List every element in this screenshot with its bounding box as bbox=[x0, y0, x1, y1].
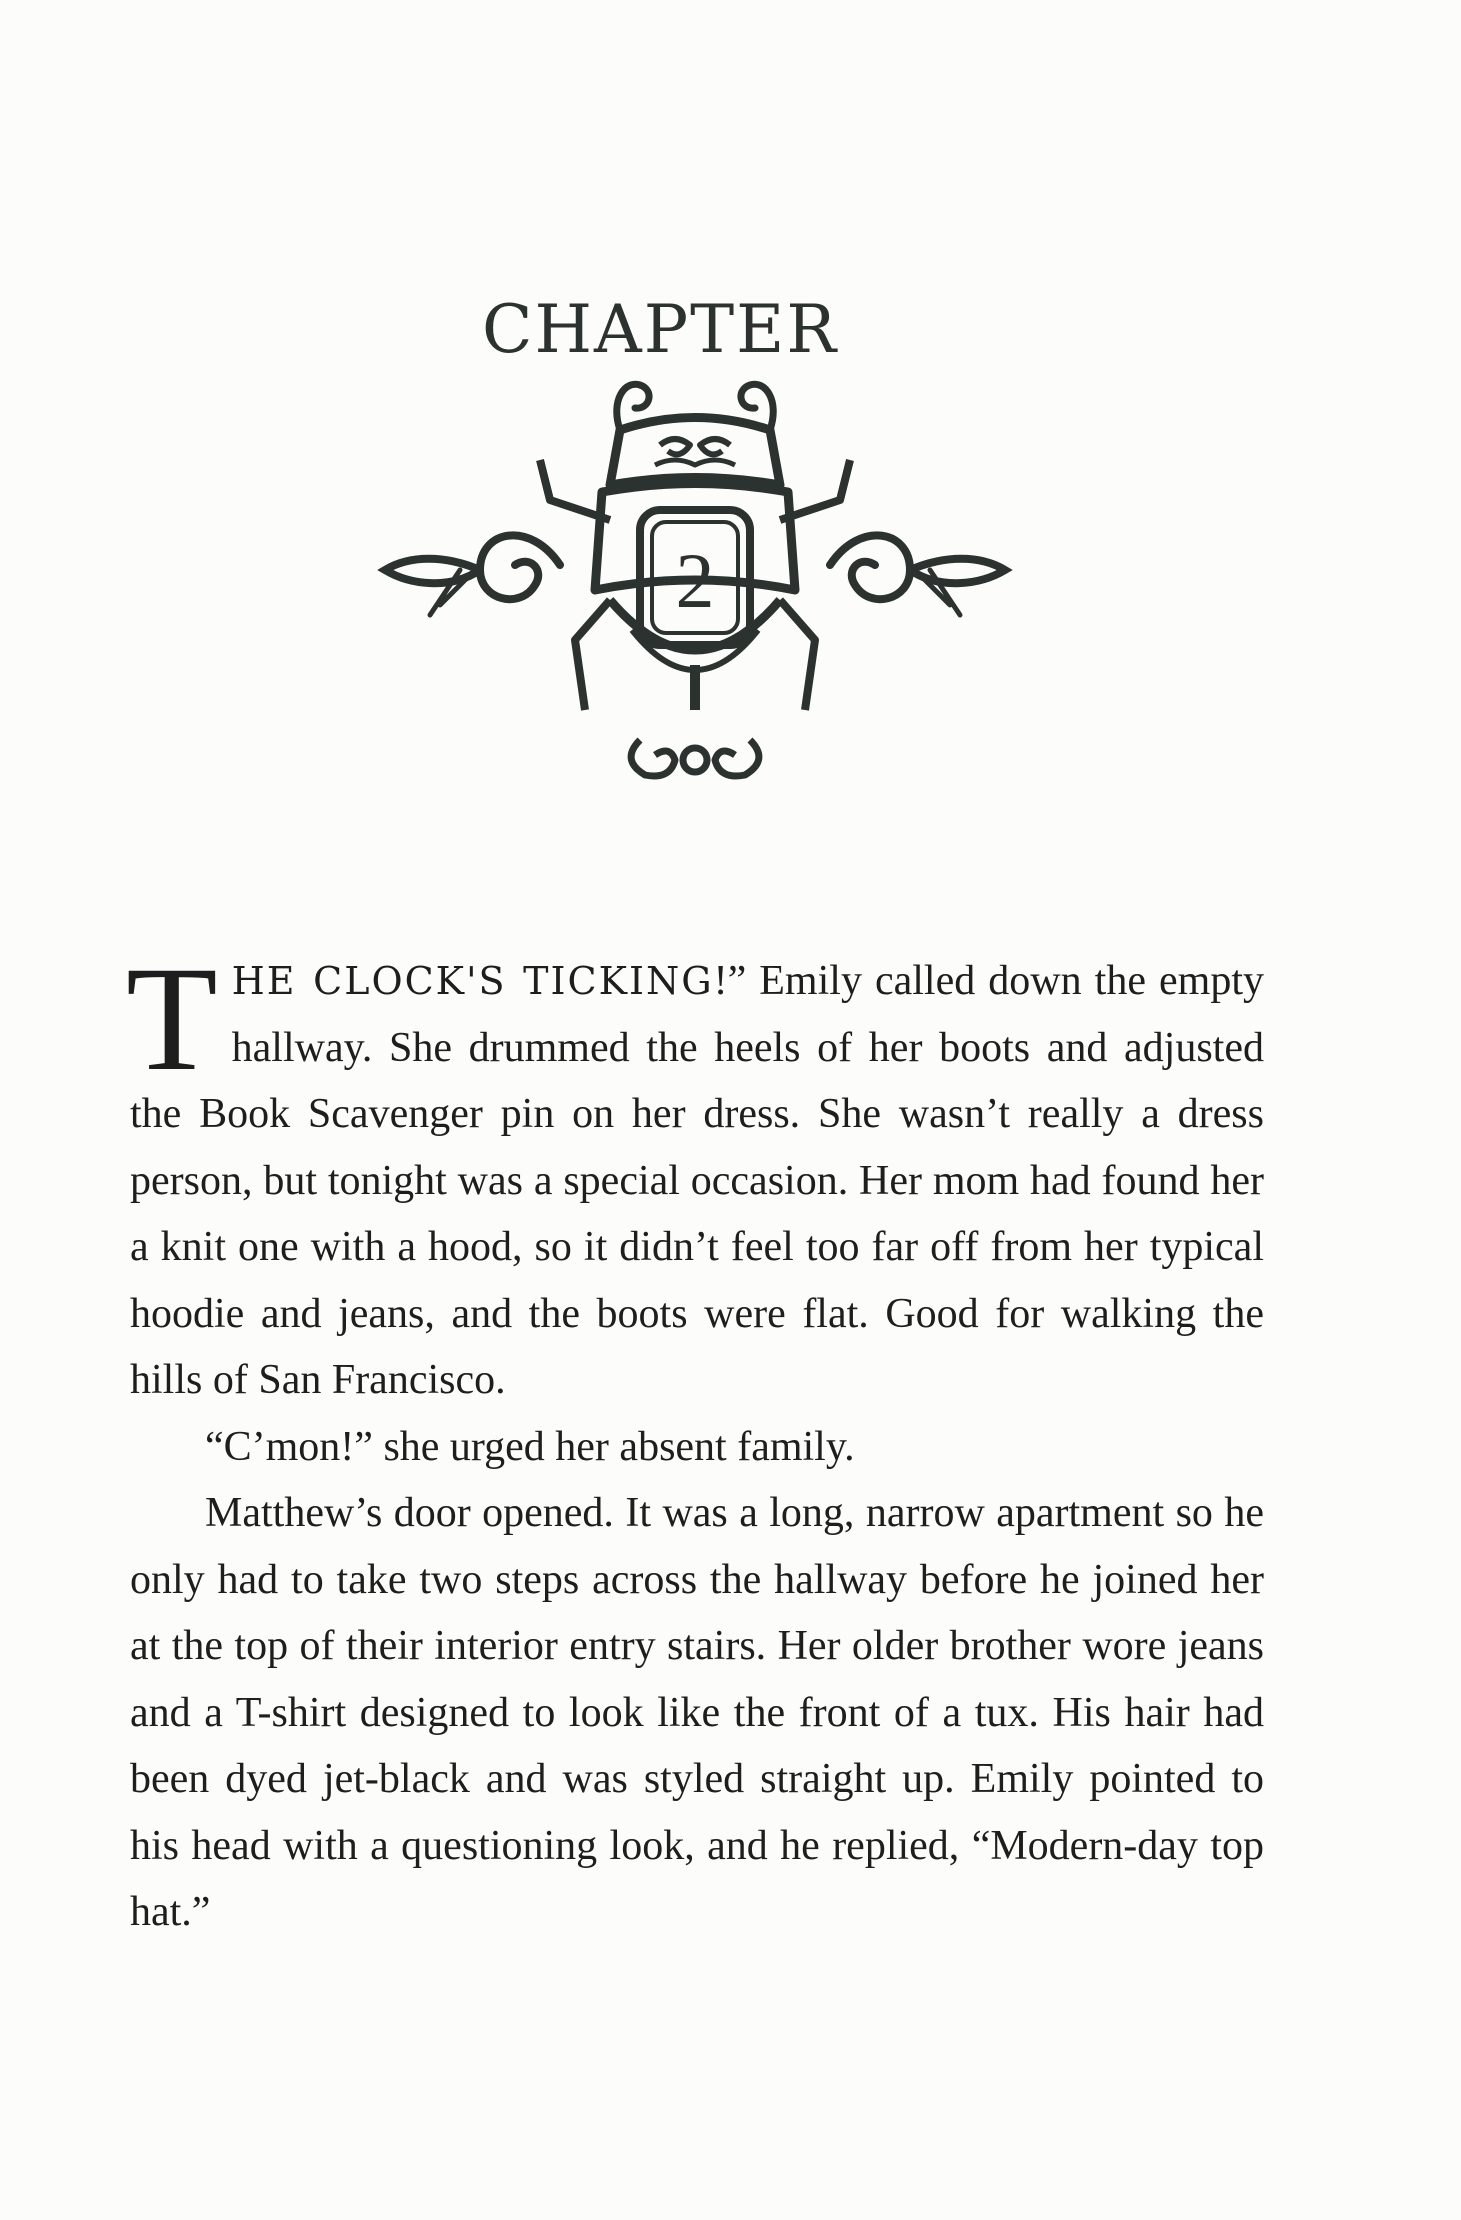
paragraph: Matthew’s door opened. It was a long, narrow apartment so he only had to take two steps across the hallway before he joined her at the top of their interior entry stairs. Her older brother wore jeans and a T-shirt designed to look like the front of a tux. His hair had been dyed jet-black and was styled straight up. Emily pointed to his head with a questioning look, and he replied, “Modern-day top hat.” bbox=[130, 1490, 1264, 1935]
opening-text: !” Emily called down the empty hallway. She drummed the heels of her boots and adjusted the Book Scavenger pin on her dress. She wasn’t really a dress person, but tonight was a special occasion. Her mom had found her a knit one with a hood, so it didn’t feel too far off from her typical hoodie and jeans, and the boots were flat. Good for walking the hills of San Francisco. bbox=[130, 958, 1264, 1403]
chapter-number: 2 bbox=[675, 537, 715, 624]
opening-paragraph bbox=[126, 936, 1264, 1414]
opening-small-caps: HE CLOCK'S TICKING bbox=[231, 959, 714, 1003]
drop-cap: T bbox=[126, 936, 218, 1102]
flourish-left-icon bbox=[385, 535, 560, 615]
flourish-right-icon bbox=[830, 535, 1005, 615]
chapter-heading: CHAPTER bbox=[482, 291, 839, 368]
body-text bbox=[126, 936, 1264, 1946]
paragraph: “C’mon!” she urged her absent family. bbox=[205, 1423, 855, 1470]
chapter-ornament bbox=[370, 270, 1020, 830]
